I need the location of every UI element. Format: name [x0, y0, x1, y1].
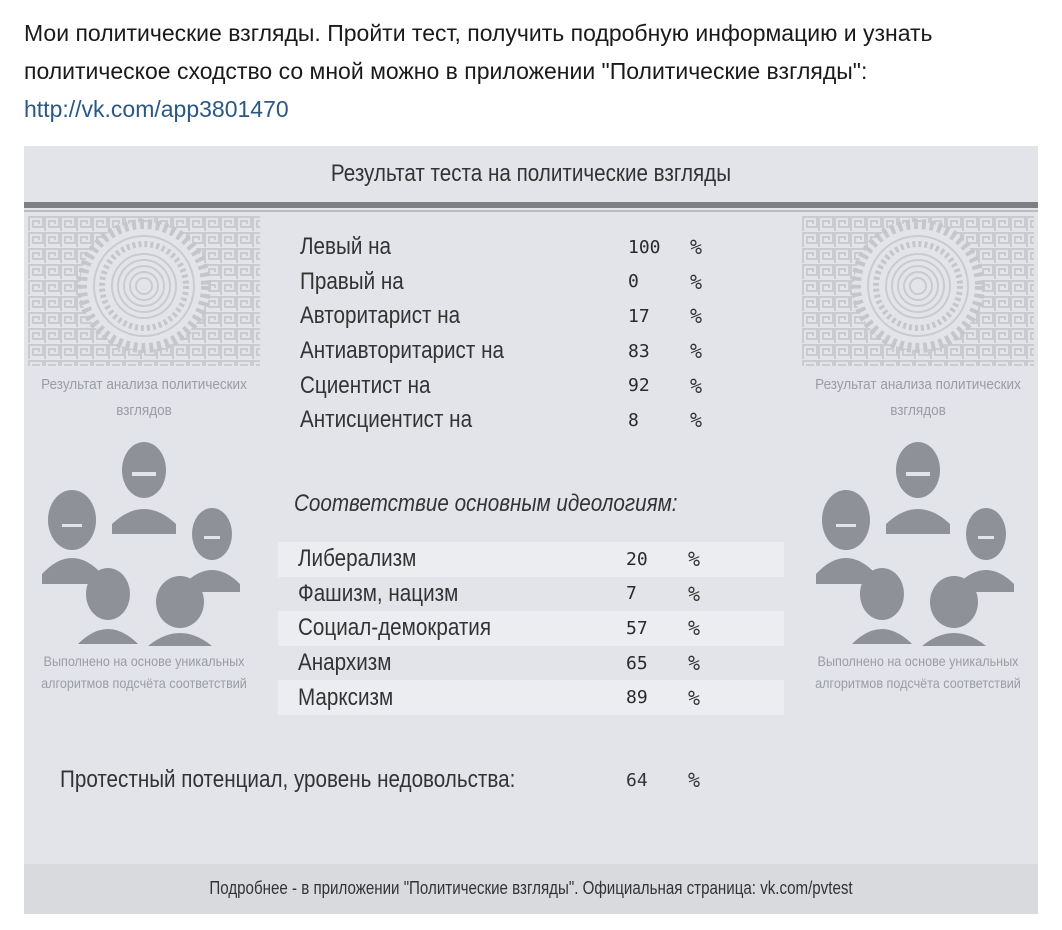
ideology-row	[278, 577, 784, 612]
result-label: Авторитарист на	[300, 302, 461, 330]
result-unit: %	[690, 269, 703, 294]
greek-meander-ornament-icon	[802, 216, 1034, 366]
result-label: Сциентист на	[300, 371, 431, 399]
ideology-label: Марксизм	[298, 683, 394, 711]
side-caption-bottom: Выполнено на основе уникальных алгоритмов подсчёта соответствий	[41, 653, 247, 691]
ideology-value: 7	[626, 583, 637, 605]
result-value: 0	[628, 271, 639, 293]
ideology-label: Социал-демократия	[298, 614, 492, 642]
result-row	[300, 299, 750, 334]
result-row	[300, 230, 750, 265]
card-footer	[24, 864, 1038, 914]
result-unit: %	[690, 304, 703, 329]
result-value: 92	[628, 375, 650, 397]
side-panel-right	[798, 212, 1038, 732]
result-unit: %	[690, 235, 703, 260]
side-caption-top: Результат анализа политических взглядов	[41, 376, 247, 419]
protest-label: Протестный потенциал, уровень недовольства:	[60, 766, 516, 793]
ideology-row	[278, 680, 784, 715]
ideology-unit: %	[688, 651, 701, 676]
ideology-label: Анархизм	[298, 649, 392, 677]
ideology-value: 89	[626, 687, 648, 709]
ideology-value: 57	[626, 617, 648, 639]
result-label: Антиавторитарист на	[300, 337, 504, 365]
greek-meander-ornament-icon	[28, 216, 260, 366]
result-row	[300, 403, 750, 438]
result-row	[300, 265, 750, 300]
axes-results	[300, 230, 750, 438]
portraits-collage-icon	[34, 424, 254, 646]
result-unit: %	[690, 408, 703, 433]
ideology-row	[278, 611, 784, 646]
result-unit: %	[690, 373, 703, 398]
result-row	[300, 334, 750, 369]
result-label: Антисциентист на	[300, 406, 473, 434]
result-label: Правый на	[300, 267, 404, 295]
protest-row	[60, 766, 760, 794]
portraits-collage-icon	[808, 424, 1028, 646]
result-unit: %	[690, 339, 703, 364]
ideology-results	[278, 542, 784, 715]
title-divider	[24, 202, 1038, 208]
result-value: 100	[628, 236, 661, 258]
ideology-unit: %	[688, 616, 701, 641]
card-title: Результат теста на политические взгляды	[330, 160, 732, 187]
result-label: Левый на	[300, 233, 391, 261]
result-value: 8	[628, 409, 639, 431]
result-value: 83	[628, 340, 650, 362]
side-caption-bottom: Выполнено на основе уникальных алгоритмов подсчёта соответствий	[815, 653, 1021, 691]
ideology-heading: Соответствие основным идеологиям:	[294, 490, 678, 517]
ideology-label: Либерализм	[298, 545, 417, 573]
ideology-value: 20	[626, 548, 648, 570]
result-card	[24, 146, 1038, 914]
ideology-unit: %	[688, 581, 701, 606]
post-text	[24, 14, 1034, 128]
ideology-row	[278, 542, 784, 577]
ideology-row	[278, 646, 784, 681]
post-body: Мои политические взгляды. Пройти тест, получить подробную информацию и узнать политическое сходство со мной можно в приложении "Политические взгляды":	[24, 20, 933, 84]
ideology-label: Фашизм, нацизм	[298, 579, 459, 607]
app-link[interactable]: http://vk.com/app3801470	[24, 96, 289, 122]
ideology-unit: %	[688, 547, 701, 572]
result-row	[300, 368, 750, 403]
ideology-value: 65	[626, 652, 648, 674]
protest-unit: %	[688, 768, 701, 792]
footer-text: Подробнее - в приложении "Политические взгляды". Официальная страница: vk.com/pvtest	[209, 878, 853, 898]
side-panel-left	[24, 212, 264, 732]
side-caption-top: Результат анализа политических взглядов	[815, 376, 1021, 419]
protest-value: 64	[626, 769, 648, 791]
result-value: 17	[628, 305, 650, 327]
ideology-unit: %	[688, 685, 701, 710]
